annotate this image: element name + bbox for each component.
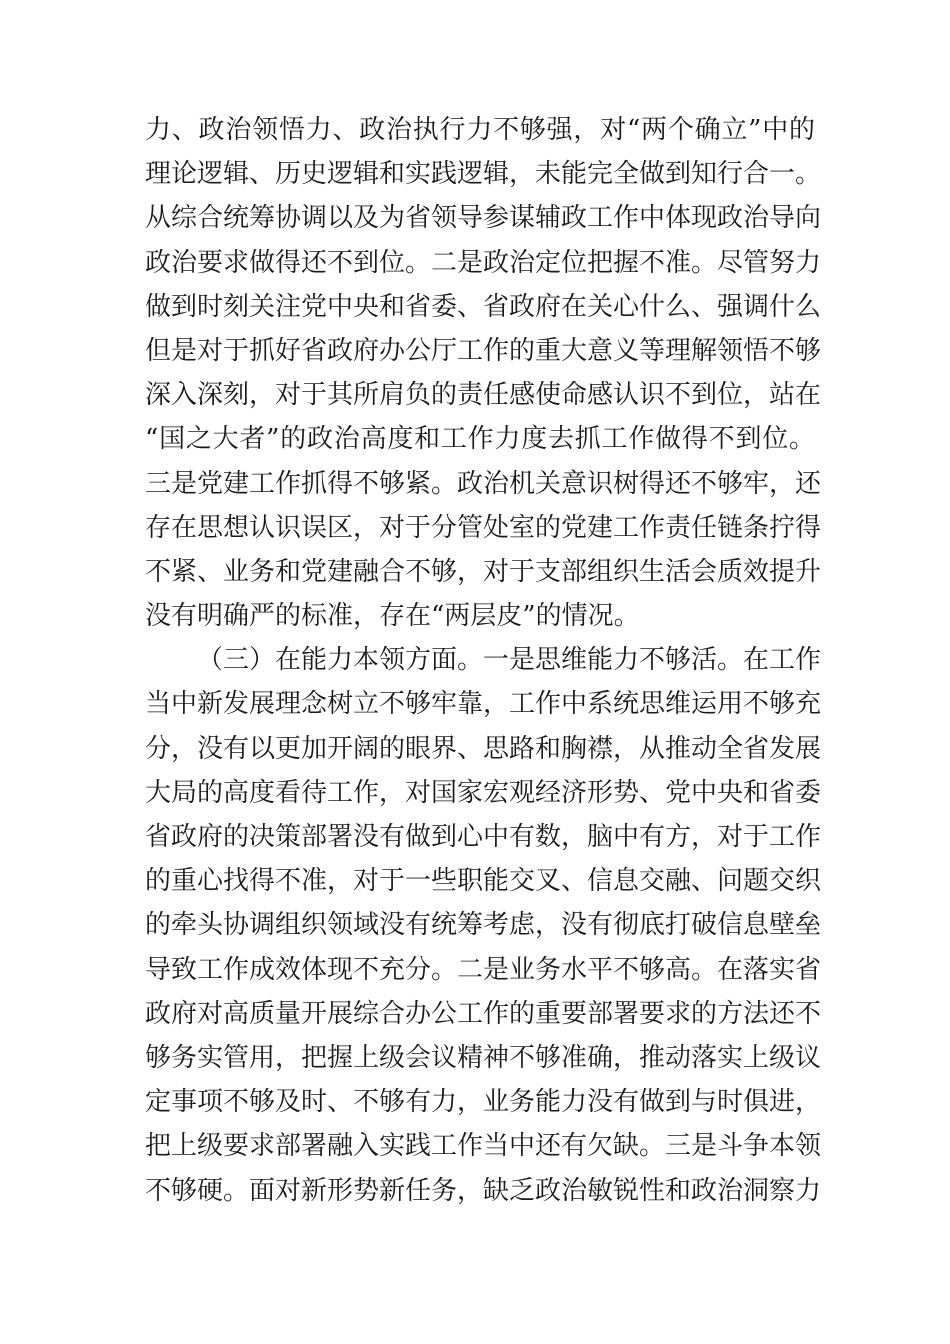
text-line: 够务实管用，把握上级会议精神不够准确，推动落实上级议: [145, 1042, 822, 1073]
text-line: 省政府的决策部署没有做到心中有数，脑中有方，对于工作: [145, 822, 822, 852]
text-line: “国之大者”的政治高度和工作力度去抓工作做得不到位。: [145, 424, 815, 455]
text-line: 深入深刻，对于其所肩负的责任感使命感认识不到位，站在: [145, 380, 822, 411]
text-line: 大局的高度看待工作，对国家宏观经济形势、党中央和省委: [145, 777, 822, 808]
text-line: 当中新发展理念树立不够牢靠，工作中系统思维运用不够充: [145, 689, 822, 720]
paragraph-end-line: 没有明确严的标准，存在“两层皮”的情况。: [145, 601, 640, 632]
text-line: 做到时刻关注党中央和省委、省政府在关心什么、强调什么: [145, 291, 822, 322]
text-line: 导致工作成效体现不充分。二是业务水平不够高。在落实省: [145, 954, 822, 985]
text-line: 政治要求做得还不到位。二是政治定位把握不准。尽管努力: [145, 247, 822, 278]
text-line: 分，没有以更加开阔的眼界、思路和胸襟，从推动全省发展: [145, 733, 822, 764]
text-line: 力、政治领悟力、政治执行力不够强，对“两个确立”中的: [145, 115, 815, 145]
text-line: 的重心找得不准，对于一些职能交叉、信息交融、问题交织: [145, 866, 822, 897]
text-line: 三是党建工作抓得不够紧。政治机关意识树得还不够牢，还: [145, 468, 822, 499]
text-line: 把上级要求部署融入实践工作当中还有欠缺。三是斗争本领: [145, 1131, 822, 1162]
section-heading-line: （三）在能力本领方面。一是思维能力不够活。在工作: [197, 645, 822, 676]
text-line: 的牵头协调组织领域没有统筹考虑，没有彻底打破信息壁垒: [145, 910, 822, 941]
text-line: 存在思想认识误区，对于分管处室的党建工作责任链条拧得: [145, 512, 822, 543]
text-line: 但是对于抓好省政府办公厅工作的重大意义等理解领悟不够: [145, 335, 822, 366]
text-line: 定事项不够及时、不够有力，业务能力没有做到与时俱进，: [145, 1087, 822, 1118]
body-text: [145, 108, 822, 1213]
text-line: 不紧、业务和党建融合不够，对于支部组织生活会质效提升: [145, 556, 822, 587]
text-line: 从综合统筹协调以及为省领导参谋辅政工作中体现政治导向: [145, 203, 822, 234]
text-line: 理论逻辑、历史逻辑和实践逻辑，未能完全做到知行合一。: [145, 159, 822, 190]
text-line: 不够硬。面对新形势新任务，缺乏政治敏锐性和政治洞察力: [145, 1175, 822, 1206]
text-line: 政府对高质量开展综合办公工作的重要部署要求的方法还不: [145, 998, 822, 1029]
